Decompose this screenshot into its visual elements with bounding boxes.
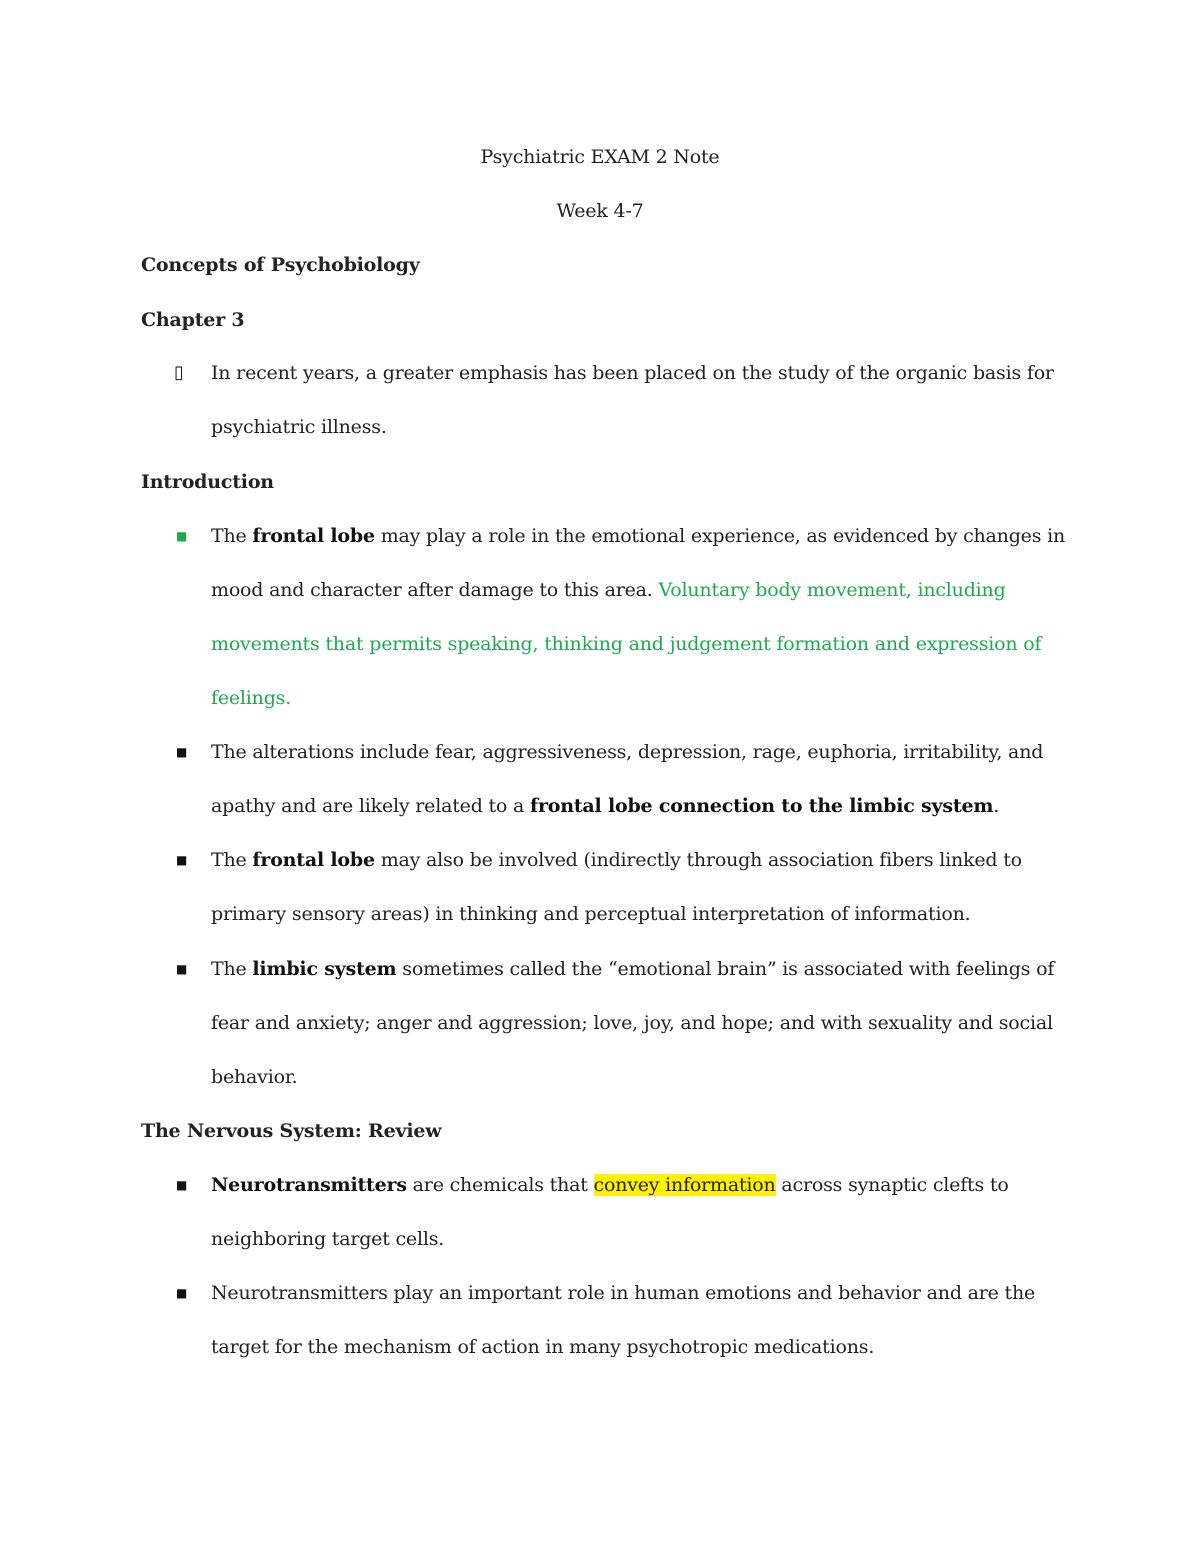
- intro-bullet-line: [211, 848, 1022, 872]
- text-run: may also be involved (indirectly through association fibers linked to: [374, 849, 1022, 871]
- intro-bullet-line: The alterations include fear, aggressiveness, depression, rage, euphoria, irritability, and: [211, 741, 1044, 763]
- intro-bullet-line: [211, 794, 999, 818]
- review-bullet-line: [211, 1173, 1009, 1197]
- chapter-bullet-line: In recent years, a greater emphasis has been placed on the study of the organic basis for: [211, 362, 1054, 384]
- green-note: Voluntary body movement, including: [658, 579, 1006, 601]
- bold-term: limbic system: [252, 958, 397, 980]
- text-run: may play a role in the emotional experience, as evidenced by changes in: [374, 525, 1066, 547]
- document-title: Psychiatric EXAM 2 Note: [480, 146, 720, 168]
- document-subtitle: Week 4-7: [556, 200, 644, 222]
- text-run: sometimes called the “emotional brain” is associated with feelings of: [396, 958, 1055, 980]
- chapter-bullet-line: psychiatric illness.: [211, 416, 387, 438]
- section-heading-chapter: Chapter 3: [141, 309, 245, 331]
- intro-bullet-line: [211, 578, 1006, 602]
- square-bullet-icon: ■: [176, 1286, 188, 1300]
- bold-term: frontal lobe connection to the limbic system: [529, 795, 994, 817]
- section-heading-introduction: Introduction: [141, 471, 274, 493]
- green-note-line: feelings.: [211, 687, 292, 709]
- intro-bullet-line: [211, 524, 1065, 548]
- text-run: apathy and are likely related to a: [211, 795, 530, 817]
- review-bullet-line: neighboring target cells.: [211, 1228, 445, 1250]
- intro-bullet-line: behavior.: [211, 1066, 298, 1088]
- text-run: The: [211, 525, 253, 547]
- bold-term: frontal lobe: [252, 525, 375, 547]
- square-bullet-icon: ■: [176, 529, 188, 543]
- bold-term: frontal lobe: [252, 849, 375, 871]
- text-run: .: [993, 795, 1000, 817]
- green-note-line: movements that permits speaking, thinking and judgement formation and expression of: [211, 633, 1042, 655]
- text-run: The: [211, 849, 253, 871]
- review-bullet-line: target for the mechanism of action in many psychotropic medications.: [211, 1336, 875, 1358]
- bold-term: Neurotransmitters: [211, 1174, 407, 1196]
- text-run: The: [211, 958, 253, 980]
- intro-bullet-line: [211, 957, 1054, 981]
- intro-bullet-line: fear and anxiety; anger and aggression; love, joy, and hope; and with sexuality and social: [211, 1012, 1053, 1034]
- square-bullet-icon: ■: [176, 853, 188, 867]
- intro-bullet-line: primary sensory areas) in thinking and perceptual interpretation of information.: [211, 903, 971, 925]
- square-bullet-icon: ■: [176, 745, 188, 759]
- placeholder-bullet-icon: ▯: [174, 362, 184, 383]
- highlighted-text: convey information: [593, 1174, 776, 1196]
- section-heading-psychobiology: Concepts of Psychobiology: [141, 254, 420, 276]
- square-bullet-icon: ■: [176, 962, 188, 976]
- section-heading-nervous-system: The Nervous System: Review: [141, 1120, 442, 1142]
- text-run: across synaptic clefts to: [775, 1174, 1009, 1196]
- review-bullet-line: Neurotransmitters play an important role in human emotions and behavior and are the: [211, 1282, 1036, 1304]
- text-run: are chemicals that: [406, 1174, 594, 1196]
- square-bullet-icon: ■: [176, 1178, 188, 1192]
- text-run: mood and character after damage to this area.: [211, 579, 659, 601]
